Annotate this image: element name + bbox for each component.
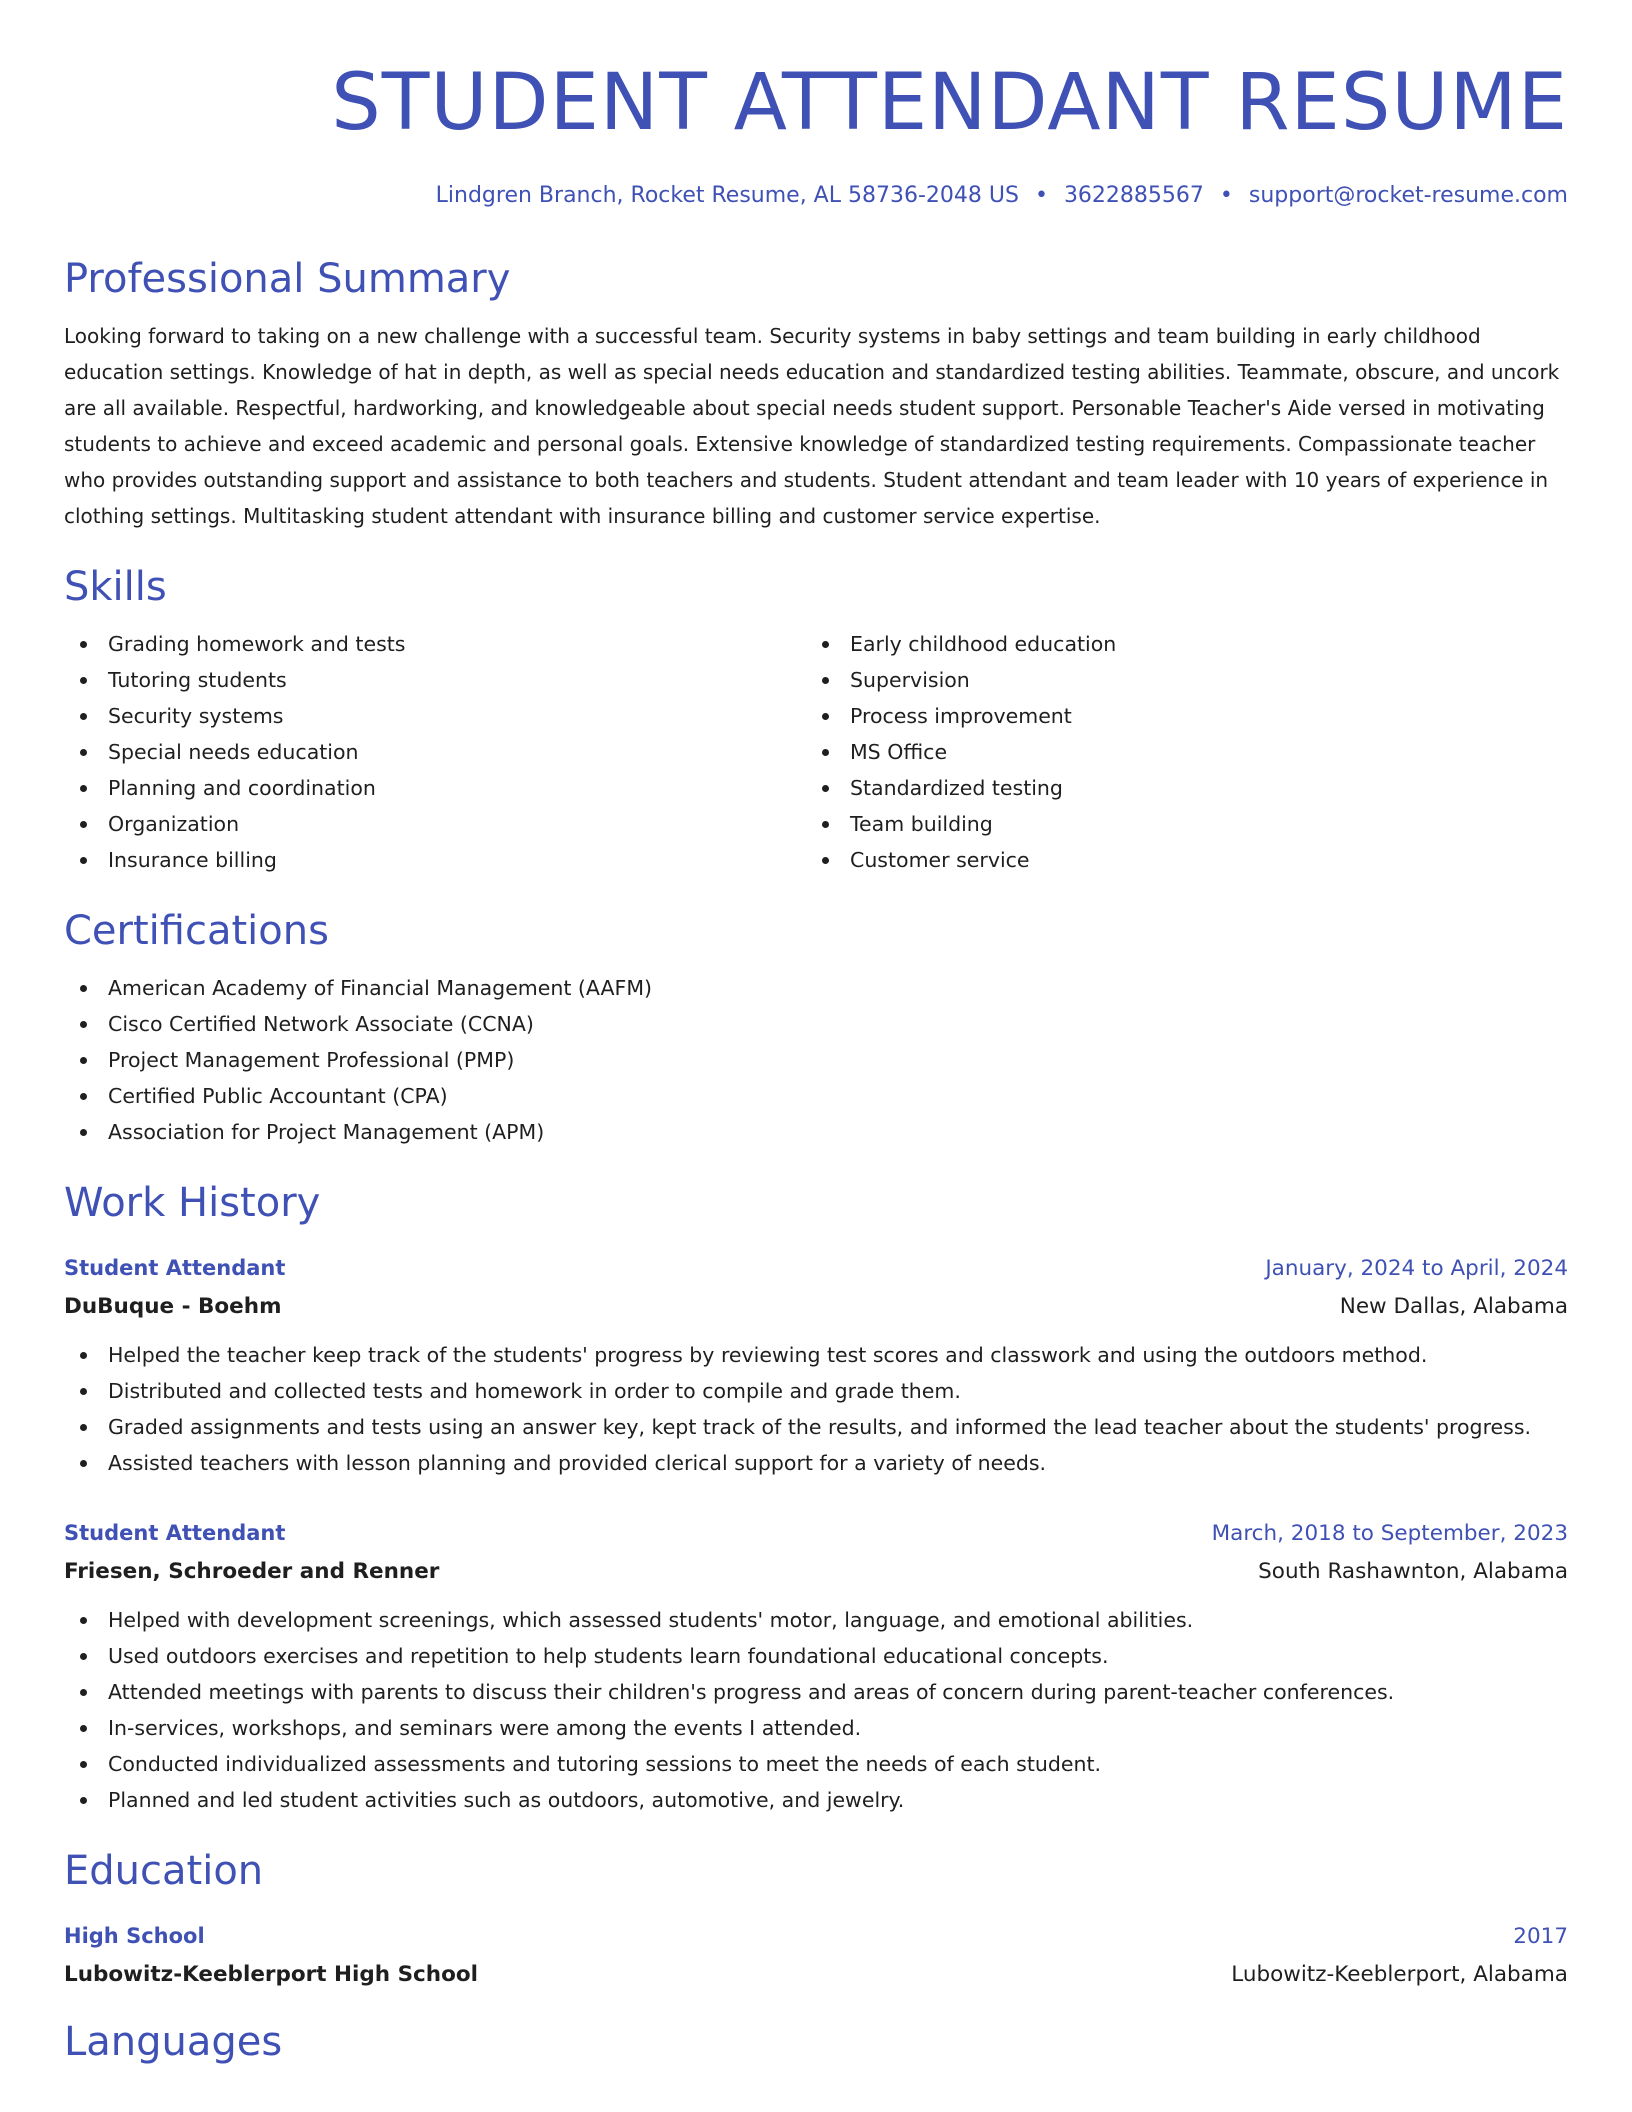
- job-company: DuBuque - Boehm: [64, 1294, 282, 1319]
- job-role: Student Attendant: [64, 1521, 286, 1545]
- education-year: 2017: [1513, 1924, 1568, 1949]
- education-location: Lubowitz-Keeblerport, Alabama: [1231, 1962, 1568, 1987]
- skill-item: Special needs education: [64, 734, 806, 770]
- skill-item: Organization: [64, 806, 806, 842]
- job-duty: Helped the teacher keep track of the students' progress by reviewing test scores and classwork and using the outdoors method.: [64, 1337, 1568, 1373]
- job-duty: Planned and led student activities such as outdoors, automotive, and jewelry.: [64, 1782, 1568, 1818]
- skill-item: Supervision: [806, 662, 1548, 698]
- job-duty: Graded assignments and tests using an answer key, kept track of the results, and informed the lead teacher about the students' progress.: [64, 1409, 1568, 1445]
- job-duty: Used outdoors exercises and repetition to help students learn foundational educational concepts.: [64, 1638, 1568, 1674]
- skill-item: Process improvement: [806, 698, 1548, 734]
- skill-item: Tutoring students: [64, 662, 806, 698]
- skills-heading: Skills: [64, 564, 167, 610]
- job-duty: Helped with development screenings, which assessed students' motor, language, and emotional abilities.: [64, 1602, 1568, 1638]
- certifications-heading: Certifications: [64, 908, 329, 954]
- skills-grid: [64, 626, 1568, 878]
- phone: 3622885567: [1063, 183, 1204, 208]
- education-entry: [64, 1918, 1568, 1995]
- job-duty: In-services, workshops, and seminars were among the events I attended.: [64, 1710, 1568, 1746]
- skill-item: Insurance billing: [64, 842, 806, 878]
- skill-item: Grading homework and tests: [64, 626, 806, 662]
- skill-item: Standardized testing: [806, 770, 1548, 806]
- job-duties-list: [64, 1337, 1568, 1481]
- skill-item: Team building: [806, 806, 1548, 842]
- job-role: Student Attendant: [64, 1256, 286, 1280]
- job-duties-list: [64, 1602, 1568, 1818]
- job-duty: Conducted individualized assessments and tutoring sessions to meet the needs of each student.: [64, 1746, 1568, 1782]
- summary-heading: Professional Summary: [64, 256, 511, 302]
- job-duty: Assisted teachers with lesson planning and provided clerical support for a variety of needs.: [64, 1445, 1568, 1481]
- job-location: South Rashawnton, Alabama: [1258, 1559, 1568, 1584]
- job-entry: [64, 1250, 1568, 1481]
- certification-item: Cisco Certified Network Associate (CCNA): [64, 1006, 1568, 1042]
- languages-heading: Languages: [64, 2019, 283, 2065]
- job-company: Friesen, Schroeder and Renner: [64, 1559, 440, 1584]
- certification-item: American Academy of Financial Management (AAFM): [64, 970, 1568, 1006]
- job-duty: Attended meetings with parents to discuss their children's progress and areas of concern during parent-teacher conferences.: [64, 1674, 1568, 1710]
- separator: •: [1034, 183, 1048, 208]
- skills-left-list: [64, 626, 806, 878]
- resume-title: STUDENT ATTENDANT RESUME: [331, 58, 1568, 148]
- contact-line: [64, 180, 1568, 212]
- job-dates: March, 2018 to September, 2023: [1211, 1521, 1568, 1546]
- summary-text: Looking forward to taking on a new challenge with a successful team. Security systems in baby settings and team building in early childhood education settings. Knowledge of hat in depth, as well as special needs education and standardized testing abilities. Teammate, obscure, and uncork are all available. Respectful, hardworking, and knowledgeable about special needs student support. Personable Teacher's Aide versed in motivating students to achieve and exceed academic and personal goals. Extensive knowledge of standardized testing requirements. Compassionate teacher who provides outstanding support and assistance to both teachers and students. Student attendant and team leader with 10 years of experience in clothing settings. Multitasking student attendant with insurance billing and customer service expertise.: [64, 324, 1560, 528]
- job-duty: Distributed and collected tests and homework in order to compile and grade them.: [64, 1373, 1568, 1409]
- skills-right-list: [806, 626, 1548, 878]
- job-location: New Dallas, Alabama: [1339, 1294, 1568, 1319]
- education-heading: Education: [64, 1848, 264, 1894]
- certifications-list: [64, 970, 1568, 1150]
- skill-item: Early childhood education: [806, 626, 1548, 662]
- email: support@rocket-resume.com: [1248, 183, 1568, 208]
- skill-item: Planning and coordination: [64, 770, 806, 806]
- separator: •: [1219, 183, 1233, 208]
- education-school: Lubowitz-Keeblerport High School: [64, 1962, 479, 1987]
- work-history-heading: Work History: [64, 1180, 321, 1226]
- skill-item: Security systems: [64, 698, 806, 734]
- certification-item: Project Management Professional (PMP): [64, 1042, 1568, 1078]
- certification-item: Certified Public Accountant (CPA): [64, 1078, 1568, 1114]
- education-degree: High School: [64, 1924, 205, 1948]
- job-entry: [64, 1515, 1568, 1818]
- skill-item: MS Office: [806, 734, 1548, 770]
- job-dates: January, 2024 to April, 2024: [1265, 1256, 1568, 1281]
- address: Lindgren Branch, Rocket Resume, AL 58736-2048 US: [435, 183, 1019, 208]
- skill-item: Customer service: [806, 842, 1548, 878]
- certification-item: Association for Project Management (APM): [64, 1114, 1568, 1150]
